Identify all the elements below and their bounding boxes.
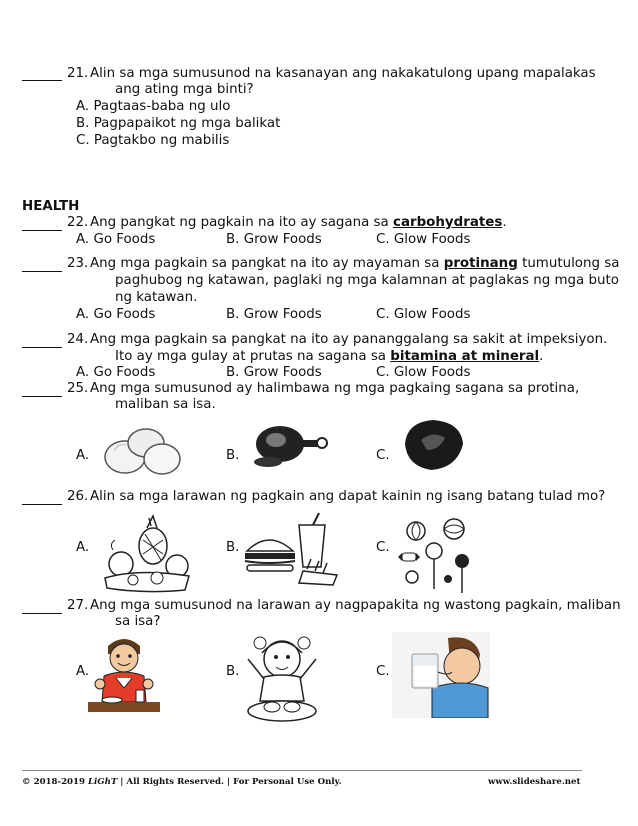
q22-text: Ang pangkat ng pagkain na ito ay sagana sa carbohydrates. — [90, 215, 507, 230]
q25-option-a: A. — [76, 448, 90, 463]
fastfood-image[interactable] — [239, 511, 343, 587]
q24-text-cont: Ito ay mga gulay at prutas na sagana sa bitamina at mineral. — [115, 349, 544, 364]
q24-keyword: bitamina at mineral — [390, 349, 540, 364]
q21-number: 21. — [67, 66, 89, 81]
footer-site-link[interactable]: www.slideshare.net — [488, 777, 581, 787]
meat-image[interactable] — [399, 414, 469, 474]
q21-text: Alin sa mga sumusunod na kasanayan ang nakakatulong upang mapalakas — [90, 66, 596, 81]
candies-image[interactable] — [396, 513, 478, 595]
q21-text-cont: ang ating mga binti? — [115, 82, 254, 97]
q23-number: 23. — [67, 256, 89, 271]
q23-text: Ang mga pagkain sa pangkat na ito ay mayaman sa protinang tumutulong sa — [90, 256, 620, 271]
q26-number: 26. — [67, 489, 89, 504]
q27-number: 27. — [67, 598, 89, 613]
q24-text: Ang mga pagkain sa pangkat na ito ay pananggalang sa sakit at impeksiyon. — [90, 332, 608, 347]
q25-option-c: C. — [376, 448, 390, 463]
answer-blank-27[interactable] — [22, 613, 62, 614]
boy-eating-image[interactable] — [84, 632, 164, 716]
q24-option-c: C. Glow Foods — [376, 365, 471, 380]
answer-blank-23[interactable] — [22, 271, 62, 272]
q22-option-b: B. Grow Foods — [226, 232, 322, 247]
q22-number: 22. — [67, 215, 89, 230]
q27-option-c: C. — [376, 664, 390, 679]
boy-drinking-image[interactable] — [392, 632, 490, 718]
q27-text-cont: sa isa? — [115, 614, 161, 629]
q25-number: 25. — [67, 381, 89, 396]
fruits-image[interactable] — [99, 514, 193, 594]
q23-option-b: B. Grow Foods — [226, 307, 322, 322]
q26-text: Alin sa mga larawan ng pagkain ang dapat kainin ng isang batang tulad mo? — [90, 489, 606, 504]
answer-blank-26[interactable] — [22, 504, 62, 505]
q25-option-b: B. — [226, 448, 240, 463]
answer-blank-25[interactable] — [22, 396, 62, 397]
q23-option-c: C. Glow Foods — [376, 307, 471, 322]
q25-text-cont: maliban sa isa. — [115, 397, 216, 412]
q24-number: 24. — [67, 332, 89, 347]
q23-option-a: A. Go Foods — [76, 307, 156, 322]
q23-text-cont: paghubog ng katawan, paglaki ng mga kalamnan at paglakas ng mga buto — [115, 273, 619, 288]
q24-option-a: A. Go Foods — [76, 365, 156, 380]
footer-copyright: © 2018-2019 LiGhT | All Rights Reserved. | For Personal Use Only. — [22, 777, 342, 787]
footer-divider — [22, 770, 582, 771]
q22-option-a: A. Go Foods — [76, 232, 156, 247]
section-heading: HEALTH — [22, 199, 80, 214]
footer-brand: LiGhT — [88, 777, 118, 787]
q27-text: Ang mga sumusunod na larawan ay nagpapakita ng wastong pagkain, maliban — [90, 598, 621, 613]
q26-option-b: B. — [226, 540, 240, 555]
q22-option-c: C. Glow Foods — [376, 232, 471, 247]
q22-keyword: carbohydrates — [393, 215, 503, 230]
q27-option-a: A. — [76, 664, 90, 679]
q21-option-a: A. Pagtaas-baba ng ulo — [76, 99, 231, 114]
answer-blank-22[interactable] — [22, 230, 62, 231]
q23-keyword: protinang — [443, 256, 518, 271]
q21-option-b: B. Pagpapaikot ng mga balikat — [76, 116, 281, 131]
q25-text: Ang mga sumusunod ay halimbawa ng mga pagkaing sagana sa protina, — [90, 381, 580, 396]
ham-image[interactable] — [246, 416, 328, 470]
answer-blank-21[interactable] — [22, 80, 62, 81]
girl-eating-image[interactable] — [234, 629, 330, 725]
q26-option-a: A. — [76, 540, 90, 555]
q21-option-c: C. Pagtakbo ng mabilis — [76, 133, 230, 148]
q23-text-cont2: ng katawan. — [115, 290, 198, 305]
answer-blank-24[interactable] — [22, 347, 62, 348]
q24-option-b: B. Grow Foods — [226, 365, 322, 380]
q26-option-c: C. — [376, 540, 390, 555]
q27-option-b: B. — [226, 664, 240, 679]
eggs-image[interactable] — [100, 421, 184, 479]
